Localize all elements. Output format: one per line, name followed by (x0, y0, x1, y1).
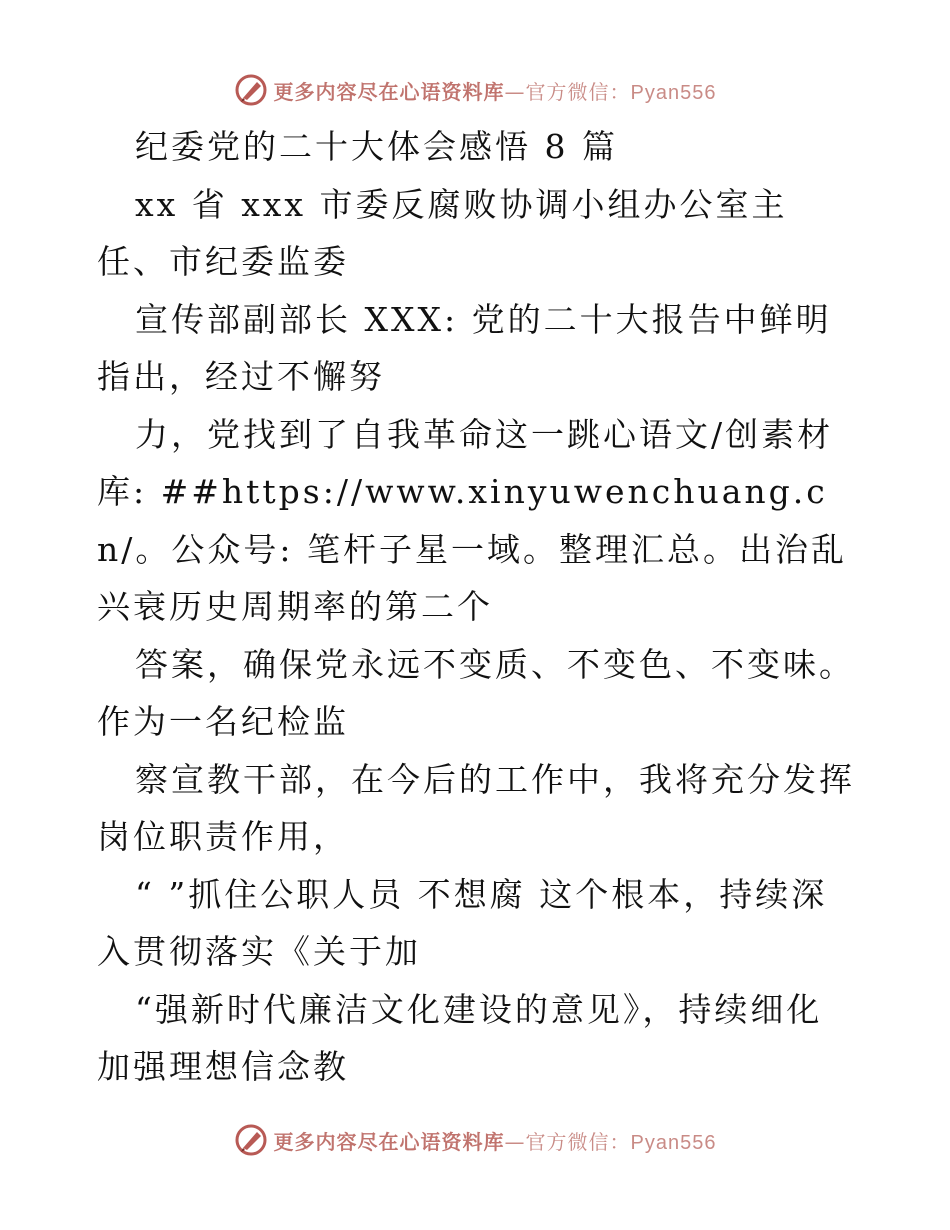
watermark-wechat-id: Pyan556 (630, 81, 717, 104)
pen-logo-icon (234, 73, 268, 107)
doc-paragraph: 察宣教干部，在今后的工作中，我将充分发挥岗位职责作用， (97, 759, 855, 856)
doc-paragraph: “ ”抓住公职人员 不想腐 这个根本，持续深入贯彻落实《关于加 (97, 874, 828, 971)
watermark-official: 官方微信： (525, 79, 631, 104)
watermark-main: 更多内容尽在心语资料库 (273, 1129, 505, 1154)
watermark-main: 更多内容尽在心语资料库 (273, 79, 505, 104)
pen-logo-icon (234, 1123, 268, 1157)
doc-paragraph: “强新时代廉洁文化建设的意见》，持续细化加强理想信念教 (97, 989, 823, 1086)
doc-paragraph: 答案，确保党永远不变质、不变色、不变味。作为一名纪检监 (97, 644, 855, 741)
watermark-text (274, 1126, 717, 1155)
watermark-banner-top (0, 70, 950, 110)
doc-paragraph: 宣传部副部长 XXX: 党的二十大报告中鲜明指出，经过不懈努 (97, 299, 832, 396)
watermark-text (274, 76, 717, 105)
watermark-banner-bottom (0, 1120, 950, 1160)
document-body (97, 118, 857, 1096)
watermark-wechat-id: Pyan556 (630, 1131, 717, 1154)
doc-paragraph: 力，党找到了自我革命这一跳心语文/创素材库: ##https://www.xinyuwenchuang.cn/。公众号: 笔杆子星一域。整理汇总。出治乱兴衰历史周期率的第二个 (97, 414, 847, 626)
watermark-dash: — (504, 1129, 526, 1154)
watermark-official: 官方微信： (525, 1129, 631, 1154)
doc-title: 纪委党的二十大体会感悟 8 篇 (135, 127, 618, 166)
doc-paragraph: xx 省 xxx 市委反腐败协调小组办公室主任、市纪委监委 (97, 184, 788, 281)
watermark-dash: — (504, 79, 526, 104)
